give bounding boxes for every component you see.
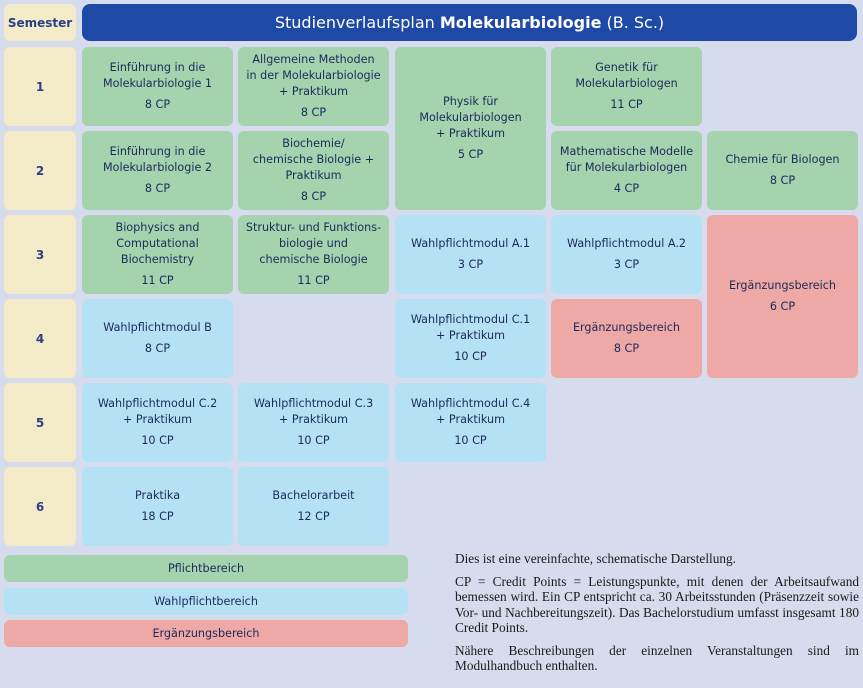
module-name: [575, 60, 677, 92]
module-name-line: Wahlpflichtmodul A.2: [566, 237, 686, 250]
module-name: [411, 396, 530, 428]
module-wahlpflicht-c3: [238, 383, 389, 462]
module-einfuehrung-molekularbiologie-1: [82, 47, 233, 126]
module-biophysics: [82, 215, 233, 294]
note-credit-points: CP = Credit Points = Leistungspunkte, mit denen der Arbeitsaufwand bemessen wird. Ein CP entspricht ca. 30 Arbeitsstunden (Präsenzzeit sowie Vor- und Nachbereitungszeit). Das Bachelorstudium umfasst insgesamt 180 Credit Points.: [455, 573, 859, 635]
module-struktur-funktionsbiologie: [238, 215, 389, 294]
module-name-line: Biochemie/: [282, 137, 345, 150]
module-credit-points: 10 CP: [454, 434, 487, 447]
page-title: [82, 4, 857, 41]
module-credit-points: 5 CP: [457, 148, 484, 161]
legend-ergaenzungsbereich: Ergänzungsbereich: [4, 620, 408, 647]
module-credit-points: 8 CP: [300, 106, 327, 119]
module-name-line: Struktur- und Funktions-: [245, 221, 382, 234]
module-name-line: Ergänzungsbereich: [572, 321, 681, 334]
module-credit-points: 11 CP: [297, 274, 330, 287]
module-name-line: Physik für: [442, 95, 499, 108]
module-allgemeine-methoden: [238, 47, 389, 126]
module-name-line: Allgemeine Methoden: [252, 53, 375, 66]
module-credit-points: 18 CP: [141, 510, 174, 523]
module-name-line: biologie und: [279, 237, 348, 250]
module-name-line: Chemie für Biologen: [725, 153, 840, 166]
module-ergaenzungsbereich-6cp: [707, 215, 858, 378]
module-name-line: + Praktikum: [122, 413, 193, 426]
module-name-line: Wahlpflichtmodul C.4: [410, 397, 531, 410]
module-name-line: Einführung in die: [109, 145, 206, 158]
module-name: [272, 488, 354, 504]
module-name: [411, 312, 530, 344]
module-biochemie: [238, 131, 389, 210]
module-name: [729, 278, 836, 294]
semester-5: 5: [4, 383, 76, 462]
module-name: [246, 220, 381, 268]
module-credit-points: 8 CP: [144, 342, 171, 355]
module-wahlpflicht-c1: [395, 299, 546, 378]
module-wahlpflicht-b: [82, 299, 233, 378]
note-simplified: Dies ist eine vereinfachte, schematische Darstellung.: [455, 551, 736, 566]
module-wahlpflicht-a2: [551, 215, 702, 294]
module-credit-points: 8 CP: [300, 190, 327, 203]
module-name-line: Ergänzungsbereich: [728, 279, 837, 292]
module-name-line: Wahlpflichtmodul A.1: [410, 237, 530, 250]
module-name-line: Wahlpflichtmodul C.1: [410, 313, 531, 326]
module-name: [411, 236, 530, 252]
module-name-line: + Praktikum: [278, 85, 349, 98]
module-name: [135, 488, 180, 504]
module-name: [246, 52, 380, 100]
module-name-line: Einführung in die: [109, 61, 206, 74]
module-name-line: Molekularbiologie 2: [102, 161, 213, 174]
legend-wahlpflichtbereich: Wahlpflichtbereich: [4, 588, 408, 615]
module-name: [567, 236, 686, 252]
module-name-line: Praktika: [134, 489, 181, 502]
module-credit-points: 12 CP: [297, 510, 330, 523]
module-name-line: in der Molekularbiologie: [246, 69, 381, 82]
module-credit-points: 8 CP: [144, 98, 171, 111]
module-credit-points: 11 CP: [141, 274, 174, 287]
module-wahlpflicht-a1: [395, 215, 546, 294]
module-name-line: Wahlpflichtmodul C.2: [97, 397, 218, 410]
explanatory-notes: [455, 551, 859, 681]
module-praktika: [82, 467, 233, 546]
module-name-line: Wahlpflichtmodul B: [103, 321, 212, 334]
title-degree: (B. Sc.): [606, 13, 665, 32]
module-name: [103, 60, 212, 92]
module-name: [560, 144, 693, 176]
semester-6: 6: [4, 467, 76, 546]
semester-2: 2: [4, 131, 76, 210]
module-wahlpflicht-c2: [82, 383, 233, 462]
module-name-line: + Praktikum: [435, 127, 505, 140]
module-name: [573, 320, 680, 336]
module-ergaenzungsbereich-8cp: [551, 299, 702, 378]
module-physik: [395, 47, 546, 210]
module-credit-points: 8 CP: [613, 342, 640, 355]
module-name: [254, 396, 373, 428]
module-name-line: Wahlpflichtmodul C.3: [253, 397, 374, 410]
legend-pflichtbereich: Pflichtbereich: [4, 555, 408, 582]
module-name-line: Genetik für: [595, 61, 658, 74]
module-credit-points: 8 CP: [769, 174, 796, 187]
module-einfuehrung-molekularbiologie-2: [82, 131, 233, 210]
note-module-handbook: Nähere Beschreibungen der einzelnen Veranstaltungen sind im Modulhandbuch enthalten.: [455, 642, 859, 673]
module-name-line: Molekularbiologen: [419, 111, 522, 124]
module-credit-points: 10 CP: [141, 434, 174, 447]
module-name-line: chemische Biologie +: [252, 153, 375, 166]
module-name-line: chemische Biologie: [259, 253, 368, 266]
module-credit-points: 4 CP: [613, 182, 640, 195]
module-credit-points: 10 CP: [454, 350, 487, 363]
module-name-line: Molekularbiologen: [575, 77, 678, 90]
title-prefix: Studienverlaufsplan: [274, 13, 435, 32]
module-bachelorarbeit: [238, 467, 389, 546]
module-name: [103, 320, 212, 336]
module-name-line: Molekularbiologie 1: [102, 77, 213, 90]
module-name: [419, 94, 521, 142]
semester-3: 3: [4, 215, 76, 294]
module-name: [116, 220, 200, 268]
module-genetik: [551, 47, 702, 126]
module-name-line: + Praktikum: [435, 329, 506, 342]
title-program: Molekularbiologie: [439, 13, 602, 32]
module-credit-points: 6 CP: [769, 300, 796, 313]
module-credit-points: 8 CP: [144, 182, 171, 195]
module-name-line: Praktikum: [285, 169, 342, 182]
module-name-line: Computational: [116, 237, 199, 250]
module-name: [253, 136, 374, 184]
module-credit-points: 3 CP: [613, 258, 640, 271]
module-wahlpflicht-c4: [395, 383, 546, 462]
semester-4: 4: [4, 299, 76, 378]
module-chemie: [707, 131, 858, 210]
module-credit-points: 11 CP: [610, 98, 643, 111]
semester-column-header: Semester: [4, 4, 76, 41]
module-name: [725, 152, 839, 168]
semester-1: 1: [4, 47, 76, 126]
module-name: [98, 396, 217, 428]
module-credit-points: 10 CP: [297, 434, 330, 447]
module-credit-points: 3 CP: [457, 258, 484, 271]
module-mathematische-modelle: [551, 131, 702, 210]
module-name-line: Bachelorarbeit: [272, 489, 355, 502]
module-name-line: Biophysics and: [115, 221, 200, 234]
module-name-line: Mathematische Modelle: [559, 145, 694, 158]
module-name-line: + Praktikum: [278, 413, 349, 426]
module-name-line: Biochemistry: [120, 253, 195, 266]
module-name: [103, 144, 212, 176]
module-name-line: für Molekularbiologen: [565, 161, 688, 174]
module-name-line: + Praktikum: [435, 413, 506, 426]
